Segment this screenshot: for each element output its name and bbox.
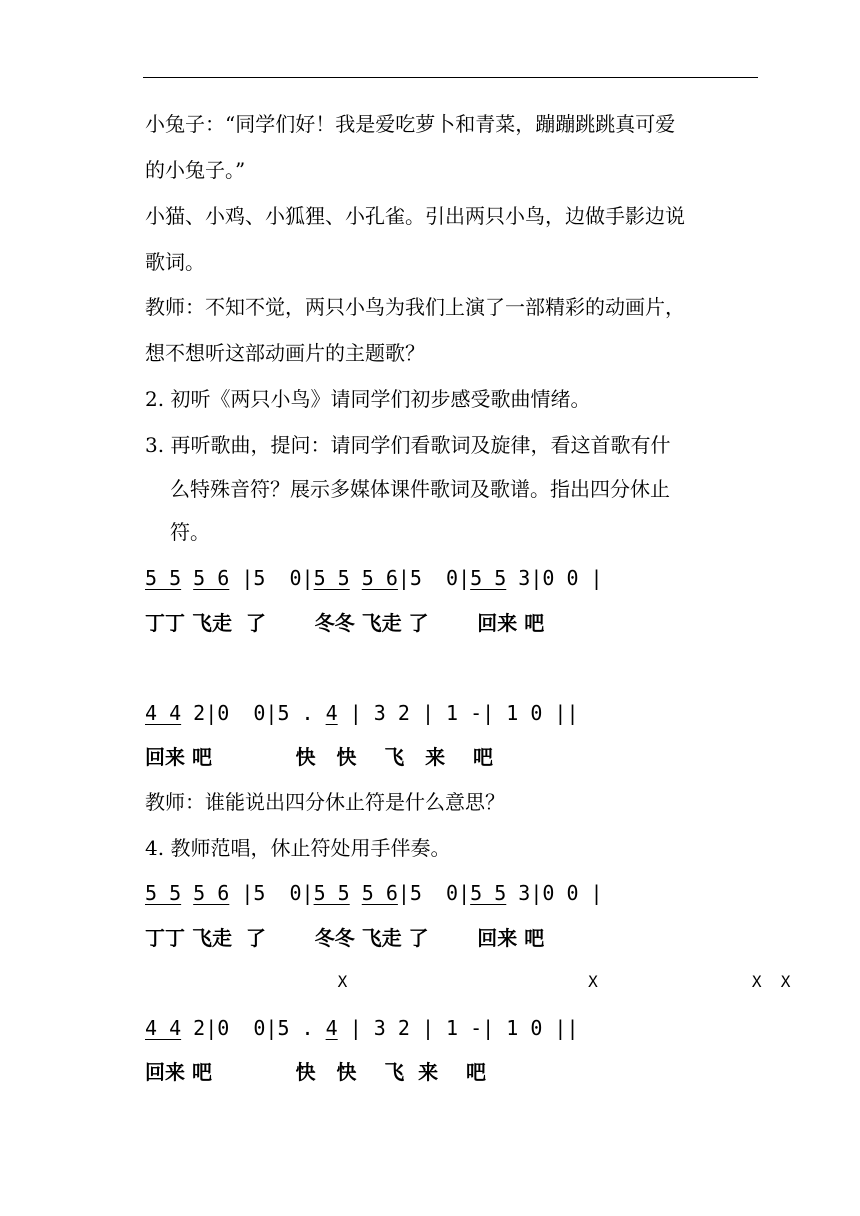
notation-text <box>181 566 193 590</box>
header-rule <box>143 77 758 78</box>
notation-beat: 5 6 <box>193 881 230 905</box>
step-4-text: 4. 教师范唱，休止符处用手伴奏。 <box>145 836 451 860</box>
notation-beat: 4 4 <box>145 701 182 725</box>
notation-beat: 5 5 <box>145 881 182 905</box>
notation-line-4 <box>145 1016 579 1040</box>
notation-beat: 5 6 <box>361 566 398 590</box>
notation-text: |5 0| <box>397 566 471 590</box>
notation-text: |5 0| <box>397 881 471 905</box>
paragraph-rabbit-line1: 小兔子：“同学们好！我是爱吃萝卜和青菜，蹦蹦跳跳真可爱 <box>145 112 676 136</box>
notation-text: 2|0 0|5 . <box>181 1016 326 1040</box>
notation-beat: 5 5 <box>313 566 350 590</box>
notation-beat: 5 5 <box>145 566 182 590</box>
notation-text <box>350 566 362 590</box>
paragraph-animals-line1: 小猫、小鸡、小狐狸、小孔雀。引出两只小鸟，边做手影边说 <box>145 204 685 228</box>
notation-line-1 <box>145 566 603 590</box>
paragraph-animals-line2: 歌词。 <box>145 250 205 274</box>
step-3-text-line3: 符。 <box>170 520 210 544</box>
notation-text: 3|0 0 | <box>506 566 603 590</box>
notation-text <box>350 881 362 905</box>
lyrics-line-3: 丁丁 飞走 了 冬冬 飞走 了 回来 吧 <box>145 926 545 950</box>
notation-text: |5 0| <box>229 881 314 905</box>
lyrics-line-1: 丁丁 飞走 了 冬冬 飞走 了 回来 吧 <box>145 611 545 635</box>
notation-beat: 5 5 <box>470 881 507 905</box>
notation-beat: 5 5 <box>470 566 507 590</box>
notation-beat: 5 6 <box>361 881 398 905</box>
notation-text: | 3 2 | 1 -| 1 0 || <box>337 1016 579 1040</box>
paragraph-teacher-line2: 想不想听这部动画片的主题歌？ <box>145 341 425 365</box>
notation-line-2 <box>145 701 579 725</box>
notation-beat: 5 5 <box>313 881 350 905</box>
teacher-question: 教师：谁能说出四分休止符是什么意思？ <box>145 790 505 814</box>
step-3-text-line1: 3. 再听歌曲，提问：请同学们看歌词及旋律，看这首歌有什 <box>145 433 671 457</box>
lyrics-line-2: 回来 吧 快 快 飞 来 吧 <box>145 745 493 769</box>
step-3-text-line2: 么特殊音符？展示多媒体课件歌词及歌谱。指出四分休止 <box>170 477 670 501</box>
notation-text: 2|0 0|5 . <box>181 701 326 725</box>
rest-clap-marks: X X X X <box>145 972 791 991</box>
paragraph-rabbit-line2: 的小兔子。” <box>145 158 246 182</box>
notation-text: 3|0 0 | <box>506 881 603 905</box>
paragraph-teacher-line1: 教师：不知不觉，两只小鸟为我们上演了一部精彩的动画片， <box>145 295 685 319</box>
notation-beat: 4 <box>325 1016 338 1040</box>
lyrics-line-4: 回来 吧 快 快 飞 来 吧 <box>145 1060 487 1084</box>
notation-beat: 4 <box>325 701 338 725</box>
notation-beat: 5 6 <box>193 566 230 590</box>
notation-text: |5 0| <box>229 566 314 590</box>
notation-text: | 3 2 | 1 -| 1 0 || <box>337 701 579 725</box>
notation-beat: 4 4 <box>145 1016 182 1040</box>
notation-text <box>181 881 193 905</box>
step-2-text: 2. 初听《两只小鸟》请同学们初步感受歌曲情绪。 <box>145 387 591 411</box>
notation-line-3 <box>145 881 603 905</box>
